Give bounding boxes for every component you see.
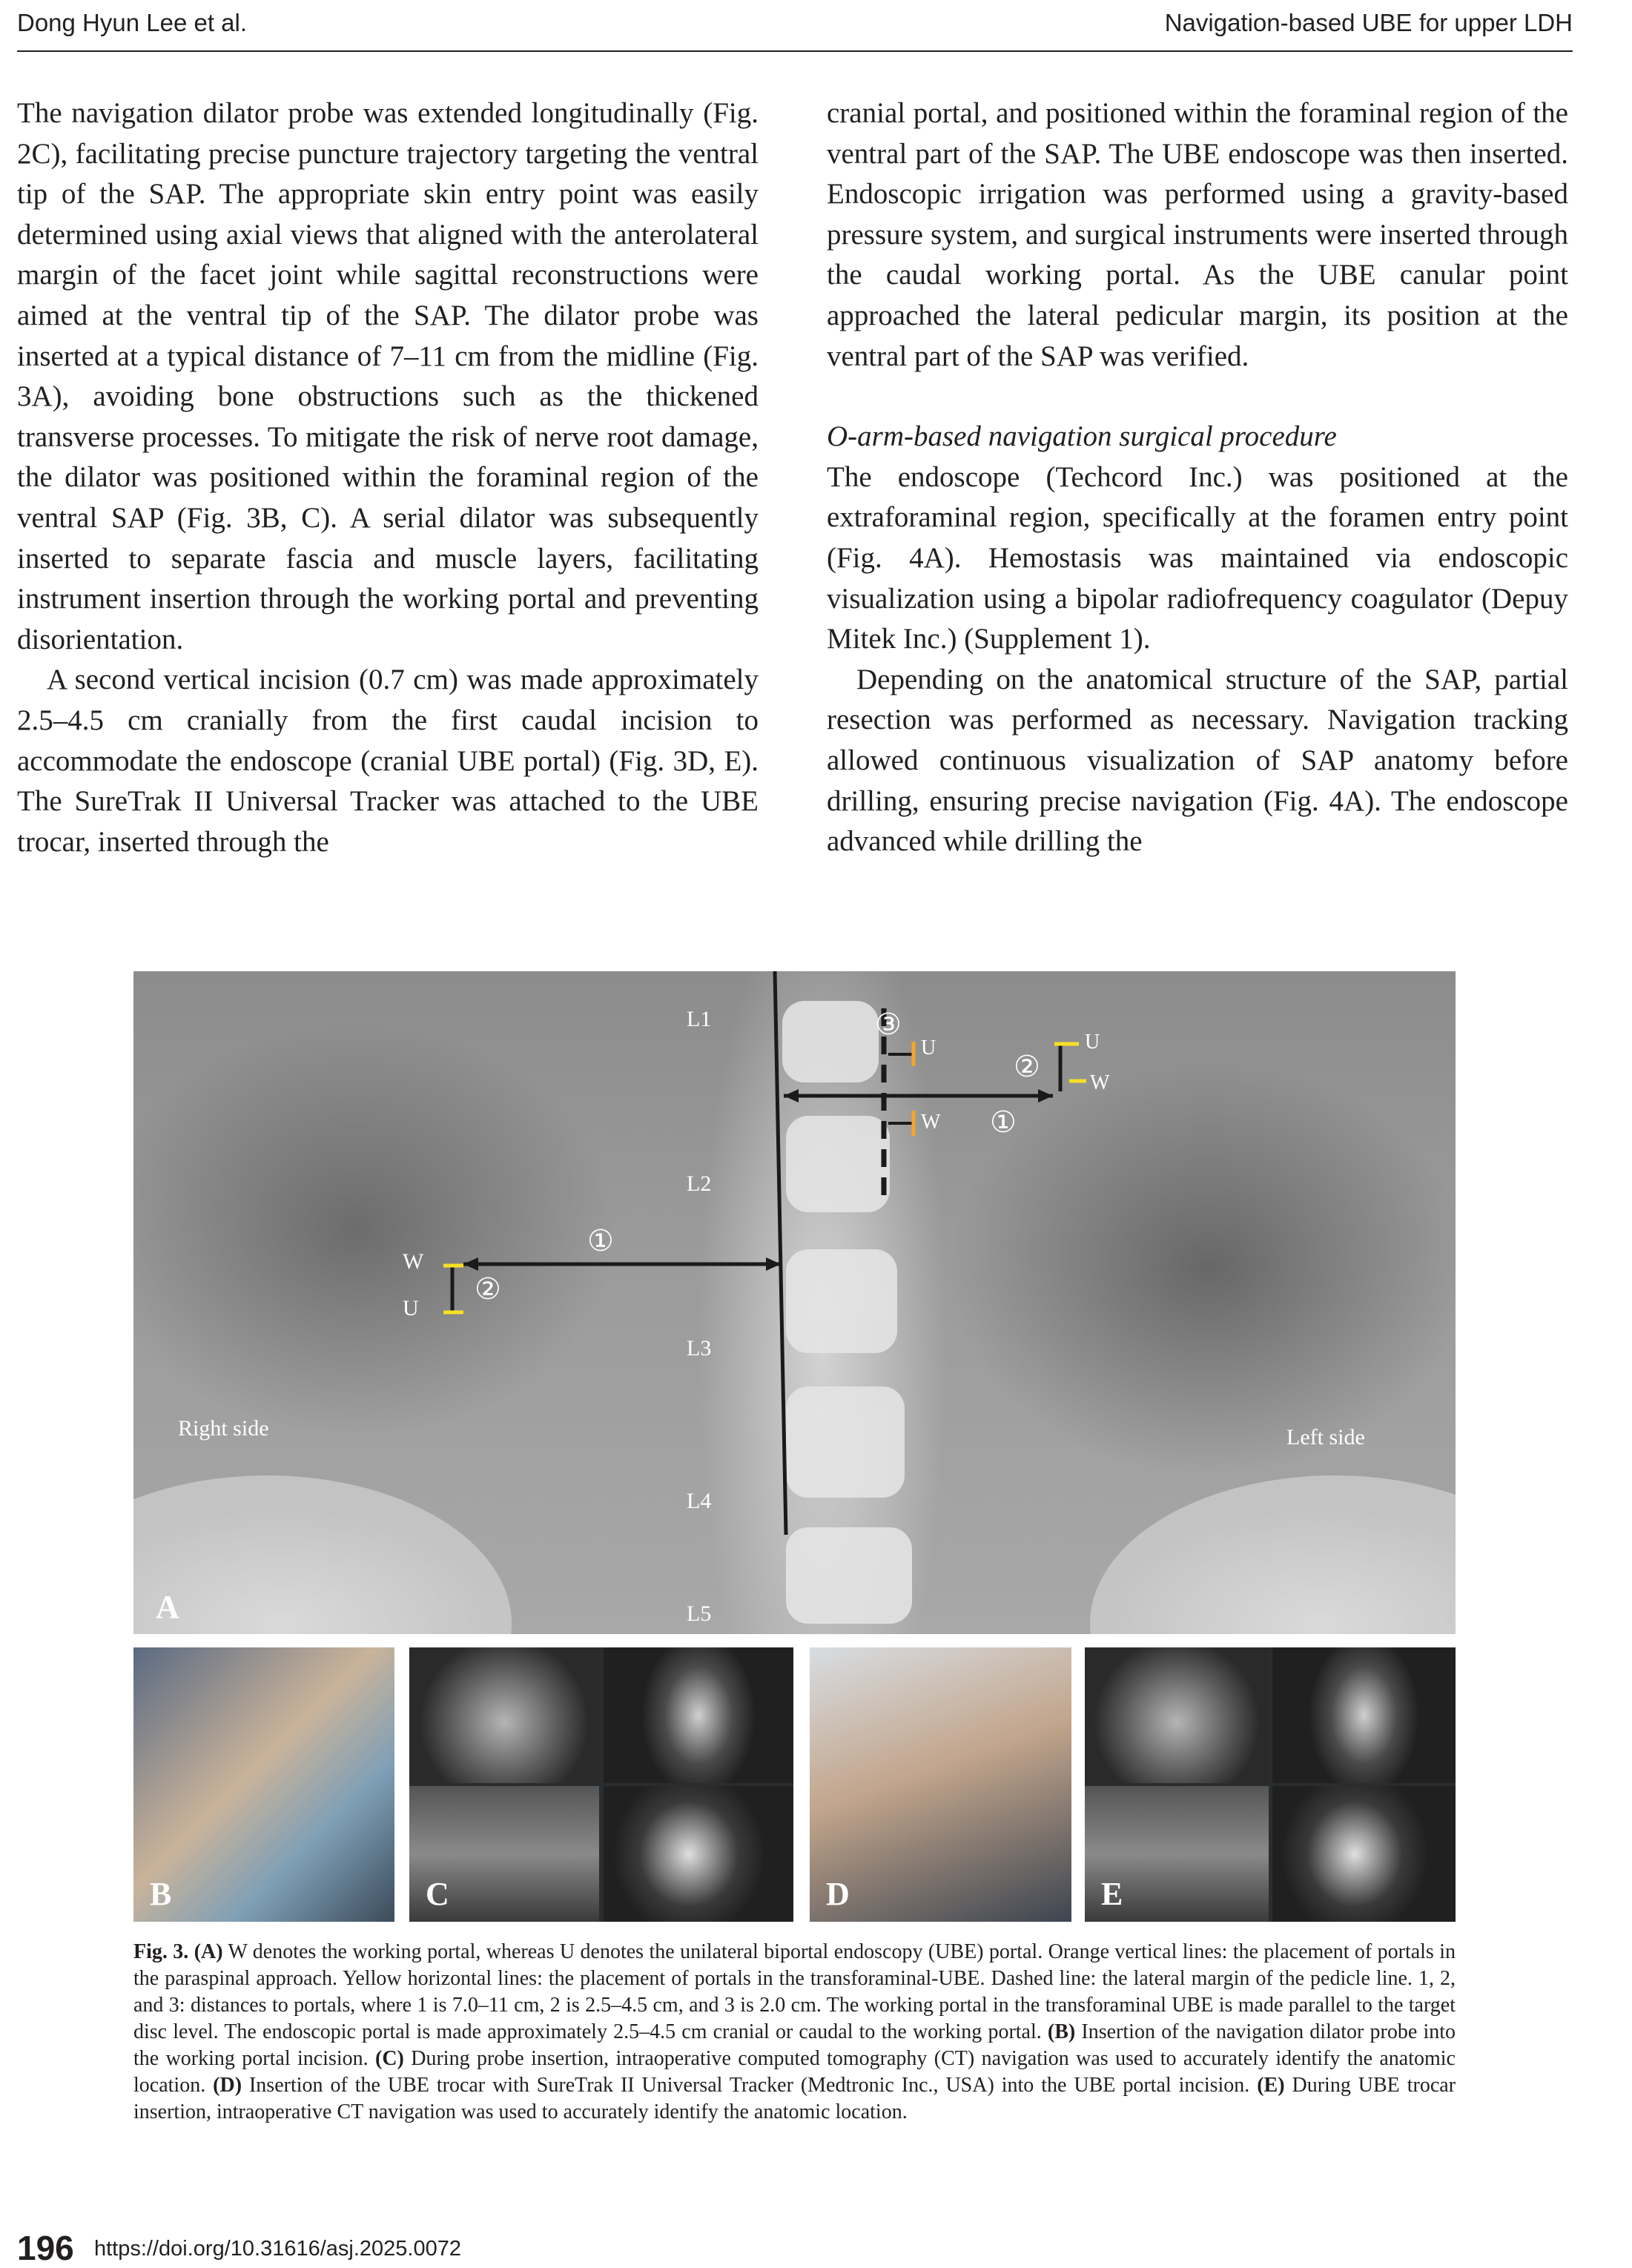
right-column (827, 93, 1568, 862)
figure-panel-a-xray (133, 971, 1456, 1634)
ct-view-3d (604, 1786, 793, 1922)
page-number: 196 (17, 2229, 74, 2267)
marker-w-right: W (1090, 1071, 1110, 1094)
caption-text-c: During probe insertion, intraoperative computed tomography (CT) navigation was used to accurately identify the anatomic location. (133, 2047, 1456, 2097)
figure-caption (133, 1939, 1456, 2126)
body-paragraph: cranial portal, and positioned within the foraminal region of the ventral part of the SAP. The UBE endoscope was then inserted. Endoscopic irrigation was performed using a gravity-based pressure system, and surgical instruments were inserted through the caudal working portal. As the UBE canular point approached the lateral pedicular margin, its position at the ventral part of the SAP was verified. (827, 97, 1568, 372)
caption-tag-c: (C) (375, 2047, 404, 2070)
marker-w-left: W (403, 1249, 424, 1274)
circle-1-left: ① (587, 1224, 614, 1257)
ct-view-coronal (604, 1647, 793, 1783)
caption-text-a: W denotes the working portal, whereas U denotes the unilateral biportal endoscopy (UBE) portal. Orange vertical lines: the placement of portals in the paraspinal approach. Yellow horizontal lines: the placement of portals in the transforaminal-UBE. Dashed line: the lateral margin of the pedicle line. 1, 2, and 3: distances to portals, where 1 is 7.0–11 cm, 2 is 2.5–4.5 cm, and 3 is 2.0 cm. The working portal in the transforaminal UBE is made parallel to the target disc level. The endoscopic portal is made approximately 2.5–4.5 cm cranial or caudal to the working portal. (133, 1940, 1456, 2043)
running-header-title: Navigation-based UBE for upper LDH (1164, 9, 1573, 36)
body-paragraph: Depending on the anatomical structure of the SAP, partial resection was performed as necessary. Navigation tracking allowed continuous visualization of SAP anatomy before drilling, ensuring precise navigation (Fig. 4A). The endoscope advanced while drilling the (827, 663, 1568, 858)
xray-annotations (133, 971, 1456, 1634)
right-side-label: Right side (178, 1416, 269, 1441)
level-label-l5: L5 (687, 1601, 712, 1626)
figure-panel-b-photo (133, 1647, 394, 1922)
caption-text-e: During UBE trocar insertion, intraoperative CT navigation was used to accurately identify the anatomic location. (133, 2074, 1456, 2123)
ct-view-axial (409, 1647, 599, 1783)
panel-label-c: C (426, 1876, 449, 1912)
ct-view-coronal (1272, 1647, 1456, 1783)
level-label-l4: L4 (687, 1489, 712, 1513)
doi-link[interactable]: https://doi.org/10.31616/asj.2025.0072 (94, 2237, 461, 2261)
circle-2-left: ② (475, 1272, 501, 1306)
figure-panel-c-ct-navigation (409, 1647, 793, 1922)
left-side-label: Left side (1286, 1425, 1365, 1449)
caption-label: Fig. 3. (133, 1940, 189, 1963)
circle-1-right: ① (990, 1105, 1017, 1139)
caption-text-d: Insertion of the UBE trocar with SureTrak II Universal Tracker (Medtronic Inc., USA) into the UBE portal incision. (242, 2074, 1258, 2097)
level-label-l2: L2 (687, 1171, 712, 1196)
header-rule (17, 50, 1573, 52)
caption-tag-a: (A) (194, 1940, 223, 1963)
caption-tag-d: (D) (213, 2074, 242, 2097)
caption-text-b: Insertion of the navigation dilator probe into the working portal incision. (133, 2020, 1456, 2070)
marker-u-left: U (403, 1296, 419, 1320)
marker-u-right: U (1085, 1031, 1100, 1054)
panel-label-e: E (1101, 1876, 1123, 1912)
ct-view-3d (1272, 1786, 1456, 1922)
marker-w-right-inner: W (921, 1111, 941, 1134)
ct-view-axial (1085, 1647, 1269, 1783)
running-header-authors: Dong Hyun Lee et al. (17, 9, 248, 36)
caption-tag-e: (E) (1257, 2074, 1285, 2097)
level-label-l3: L3 (687, 1336, 712, 1361)
body-paragraph: A second vertical incision (0.7 cm) was made approximately 2.5–4.5 cm cranially from the first caudal incision to accommodate the endoscope (cranial UBE portal) (Fig. 3D, E). The SureTrak II Universal Tracker was attached to the UBE trocar, inserted through the (17, 664, 759, 858)
body-paragraph: The endoscope (Techcord Inc.) was positioned at the extraforaminal region, specifically at the foramen entry point (Fig. 4A). Hemostasis was maintained via endoscopic visualization using a bipolar radiofrequency coagulator (Depuy Mitek Inc.) (Supplement 1). (827, 460, 1568, 655)
panel-label-b: B (150, 1876, 172, 1912)
marker-u-right-inner: U (921, 1037, 936, 1059)
circle-2-right: ② (1014, 1050, 1040, 1083)
level-label-l1: L1 (687, 1007, 712, 1031)
panel-label-d: D (826, 1876, 850, 1912)
circle-3-right: ③ (875, 1008, 902, 1041)
caption-tag-b: (B) (1047, 2020, 1076, 2043)
panel-label-a: A (156, 1589, 179, 1625)
figure-panel-d-photo (810, 1647, 1071, 1922)
left-column (17, 93, 759, 862)
body-paragraph: The navigation dilator probe was extended longitudinally (Fig. 2C), facilitating precise puncture trajectory targeting the ventral tip of the SAP. The appropriate skin entry point was easily determined using axial views that aligned with the anterolateral margin of the facet joint while sagittal reconstructions were aimed at the ventral tip of the SAP. The dilator probe was inserted at a typical distance of 7–11 cm from the midline (Fig. 3A), avoiding bone obstructions such as the thickened transverse processes. To mitigate the risk of nerve root damage, the dilator was positioned within the foraminal region of the ventral SAP (Fig. 3B, C). A serial dilator was subsequently inserted to separate fascia and muscle layers, facilitating instrument insertion through the working portal and preventing disorientation. (17, 97, 759, 655)
section-subheading: O-arm-based navigation surgical procedure (827, 420, 1337, 453)
figure-panel-e-ct-navigation (1085, 1647, 1456, 1922)
